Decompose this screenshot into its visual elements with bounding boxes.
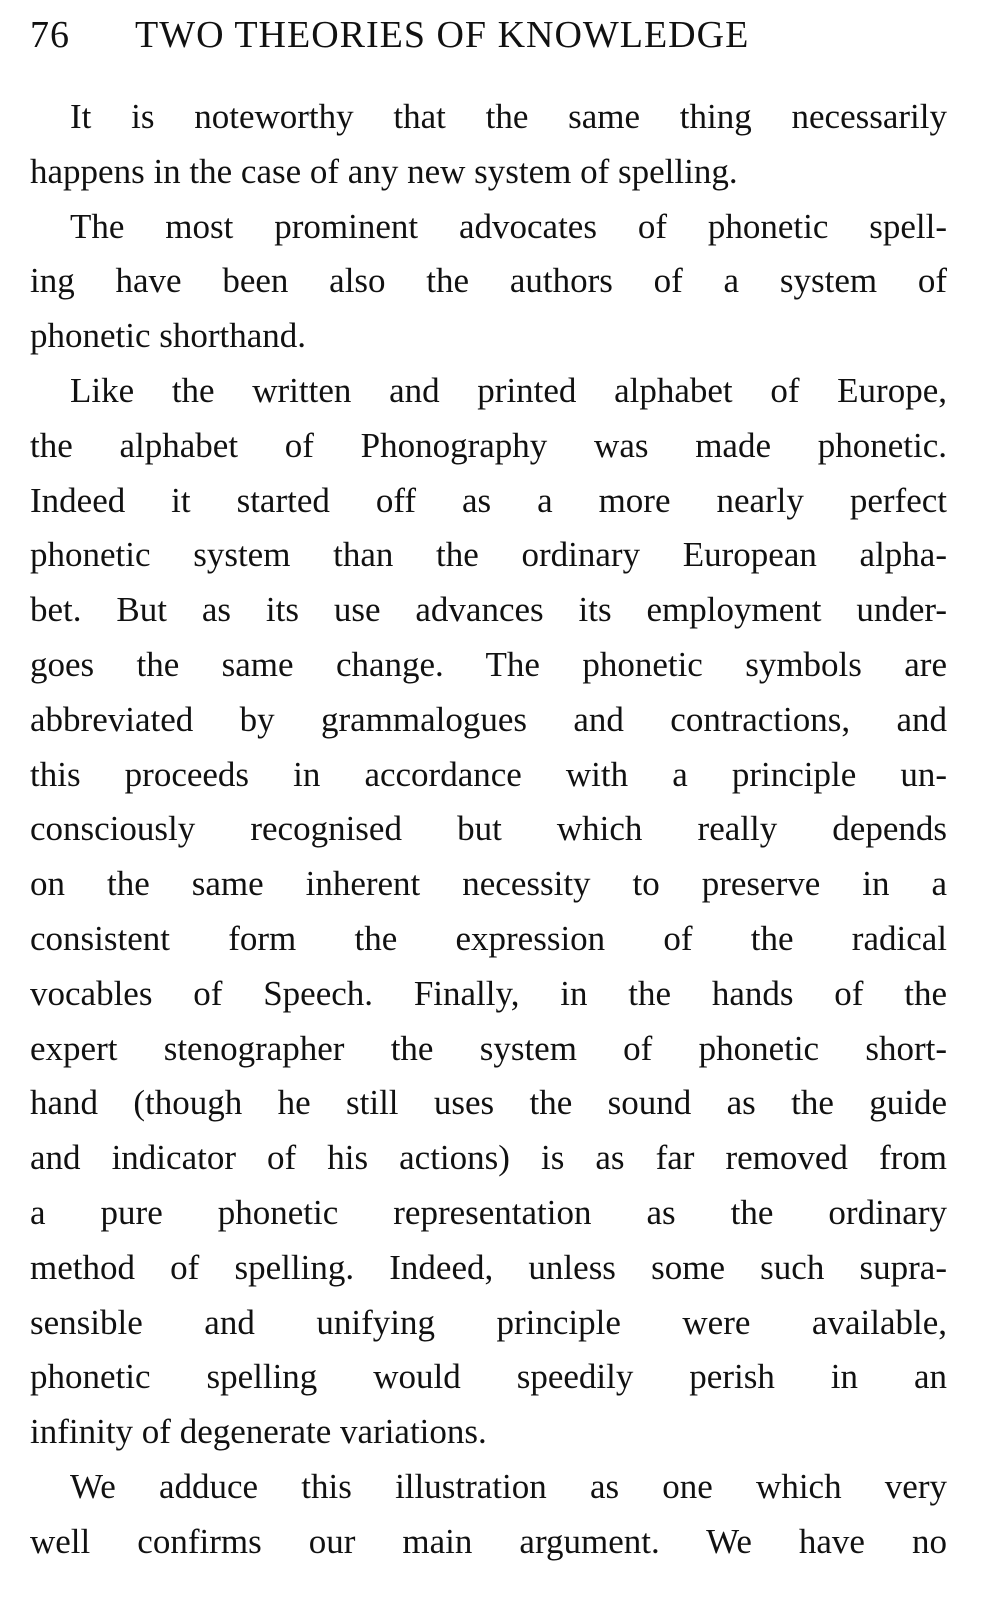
text-line: abbreviated by grammalogues and contractions, and xyxy=(30,699,947,739)
running-head xyxy=(30,10,950,60)
text-line: Like the written and printed alphabet of Europe, xyxy=(70,370,947,410)
text-line: bet. But as its use advances its employment under- xyxy=(30,590,947,630)
text-line: method of spelling. Indeed, unless some such supra- xyxy=(30,1247,947,1287)
text-line: Indeed it started off as a more nearly perfect xyxy=(30,480,947,520)
text-line: It is noteworthy that the same thing necessarily xyxy=(70,97,947,136)
text-line: consistent form the expression of the radical xyxy=(30,918,947,958)
text-line: well confirms our main argument. We have no xyxy=(30,1521,947,1561)
text-line: on the same inherent necessity to preserve in a xyxy=(30,864,947,904)
text-line: phonetic spelling would speedily perish in an xyxy=(30,1357,947,1397)
page-number: 76 xyxy=(30,14,70,56)
text-line: infinity of degenerate variations. xyxy=(30,1412,487,1452)
text-line: ing have been also the authors of a system of xyxy=(30,261,947,301)
running-title: TWO THEORIES OF KNOWLEDGE xyxy=(135,14,750,56)
text-line: and indicator of his actions) is as far removed from xyxy=(30,1138,947,1178)
text-line: sensible and unifying principle were available, xyxy=(30,1302,947,1342)
text-line: this proceeds in accordance with a principle un- xyxy=(30,754,947,794)
paragraph-1 xyxy=(30,90,947,200)
text-line: hand (though he still uses the sound as the guide xyxy=(30,1083,947,1123)
body-text xyxy=(30,90,947,1570)
text-line: vocables of Speech. Finally, in the hands of the xyxy=(30,973,947,1013)
paragraph-2 xyxy=(30,200,947,364)
text-line: phonetic shorthand. xyxy=(30,316,307,356)
text-line: phonetic system than the ordinary European alpha- xyxy=(30,535,947,575)
text-line: a pure phonetic representation as the ordinary xyxy=(30,1192,947,1232)
text-line: We adduce this illustration as one which very xyxy=(70,1466,947,1506)
text-line: consciously recognised but which really depends xyxy=(30,809,947,849)
text-line: expert stenographer the system of phonetic short- xyxy=(30,1028,947,1068)
text-line: happens in the case of any new system of spelling. xyxy=(30,151,738,191)
paragraph-3 xyxy=(30,364,947,1460)
text-line: goes the same change. The phonetic symbols are xyxy=(30,644,947,684)
paragraph-4 xyxy=(30,1460,947,1570)
text-line: the alphabet of Phonography was made phonetic. xyxy=(30,425,947,465)
text-line: The most prominent advocates of phonetic spell- xyxy=(70,206,947,246)
